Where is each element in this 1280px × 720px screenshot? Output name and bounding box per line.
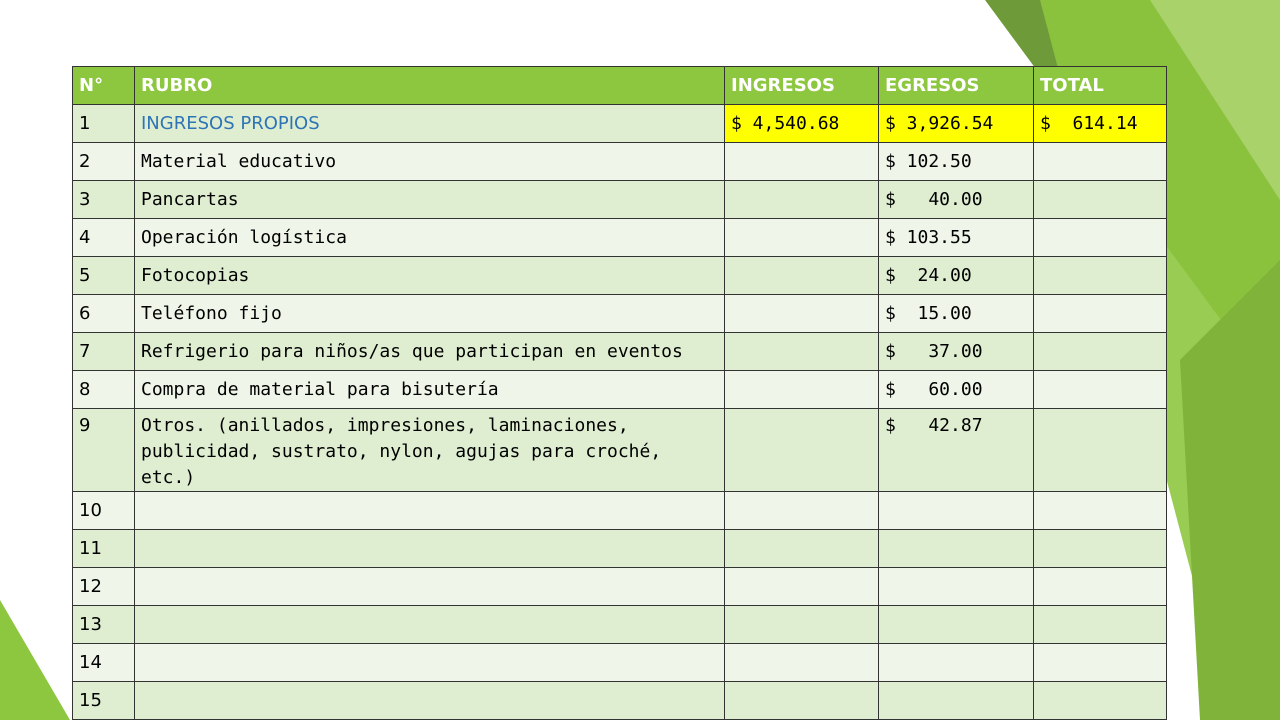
cell-ingresos: $ 4,540.68 (725, 105, 879, 143)
cell-rubro (135, 568, 725, 606)
cell-total (1034, 606, 1167, 644)
triangle-decor-left-icon (0, 600, 70, 720)
cell-ingresos (725, 257, 879, 295)
cell-egresos: $ 60.00 (879, 371, 1034, 409)
cell-ingresos (725, 682, 879, 720)
cell-total (1034, 409, 1167, 492)
table-body (73, 105, 1167, 720)
table-row (73, 682, 1167, 720)
table-row (73, 644, 1167, 682)
cell-rubro: Otros. (anillados, impresiones, laminaciones, publicidad, sustrato, nylon, agujas para croché, etc.) (135, 409, 725, 492)
header-egresos: EGRESOS (879, 67, 1034, 105)
cell-egresos (879, 682, 1034, 720)
cell-ingresos (725, 219, 879, 257)
cell-rubro: Teléfono fijo (135, 295, 725, 333)
cell-ingresos (725, 371, 879, 409)
cell-n: 3 (73, 181, 135, 219)
cell-total (1034, 682, 1167, 720)
cell-ingresos (725, 409, 879, 492)
cell-total: $ 614.14 (1034, 105, 1167, 143)
income-expense-table (72, 66, 1167, 720)
cell-n: 10 (73, 492, 135, 530)
header-n: N° (73, 67, 135, 105)
cell-ingresos (725, 333, 879, 371)
cell-egresos: $ 40.00 (879, 181, 1034, 219)
cell-n: 9 (73, 409, 135, 492)
cell-n: 13 (73, 606, 135, 644)
cell-rubro (135, 644, 725, 682)
cell-total (1034, 644, 1167, 682)
cell-n: 1 (73, 105, 135, 143)
cell-total (1034, 492, 1167, 530)
header-ingresos: INGRESOS (725, 67, 879, 105)
cell-rubro: Operación logística (135, 219, 725, 257)
cell-egresos: $ 42.87 (879, 409, 1034, 492)
table-row (73, 409, 1167, 492)
cell-n: 14 (73, 644, 135, 682)
cell-egresos: $ 103.55 (879, 219, 1034, 257)
cell-rubro (135, 606, 725, 644)
cell-ingresos (725, 644, 879, 682)
table-row (73, 492, 1167, 530)
cell-egresos: $ 3,926.54 (879, 105, 1034, 143)
cell-egresos (879, 530, 1034, 568)
cell-total (1034, 530, 1167, 568)
cell-rubro: INGRESOS PROPIOS (135, 105, 725, 143)
cell-total (1034, 333, 1167, 371)
cell-rubro: Compra de material para bisutería (135, 371, 725, 409)
cell-n: 12 (73, 568, 135, 606)
cell-rubro: Refrigerio para niños/as que participan en eventos (135, 333, 725, 371)
cell-ingresos (725, 568, 879, 606)
cell-rubro: Material educativo (135, 143, 725, 181)
cell-rubro: Fotocopias (135, 257, 725, 295)
table-row (73, 105, 1167, 143)
cell-total (1034, 181, 1167, 219)
cell-ingresos (725, 606, 879, 644)
cell-ingresos (725, 295, 879, 333)
cell-egresos (879, 568, 1034, 606)
cell-egresos (879, 644, 1034, 682)
cell-n: 4 (73, 219, 135, 257)
cell-n: 7 (73, 333, 135, 371)
cell-n: 6 (73, 295, 135, 333)
cell-n: 15 (73, 682, 135, 720)
cell-ingresos (725, 143, 879, 181)
cell-total (1034, 143, 1167, 181)
table-header-row (73, 67, 1167, 105)
cell-egresos: $ 102.50 (879, 143, 1034, 181)
table-row (73, 333, 1167, 371)
cell-total (1034, 371, 1167, 409)
table-row (73, 568, 1167, 606)
table-row (73, 295, 1167, 333)
cell-egresos: $ 15.00 (879, 295, 1034, 333)
cell-egresos (879, 606, 1034, 644)
cell-n: 2 (73, 143, 135, 181)
cell-total (1034, 219, 1167, 257)
cell-egresos: $ 37.00 (879, 333, 1034, 371)
table-row (73, 219, 1167, 257)
cell-n: 8 (73, 371, 135, 409)
cell-n: 5 (73, 257, 135, 295)
cell-ingresos (725, 530, 879, 568)
table-row (73, 143, 1167, 181)
table-row (73, 530, 1167, 568)
cell-n: 11 (73, 530, 135, 568)
cell-egresos: $ 24.00 (879, 257, 1034, 295)
header-rubro: RUBRO (135, 67, 725, 105)
cell-total (1034, 257, 1167, 295)
table-row (73, 371, 1167, 409)
cell-ingresos (725, 181, 879, 219)
cell-rubro (135, 682, 725, 720)
cell-total (1034, 295, 1167, 333)
table-row (73, 257, 1167, 295)
cell-egresos (879, 492, 1034, 530)
table-row (73, 606, 1167, 644)
cell-total (1034, 568, 1167, 606)
cell-rubro: Pancartas (135, 181, 725, 219)
cell-rubro (135, 530, 725, 568)
cell-rubro (135, 492, 725, 530)
header-total: TOTAL (1034, 67, 1167, 105)
table-row (73, 181, 1167, 219)
cell-ingresos (725, 492, 879, 530)
